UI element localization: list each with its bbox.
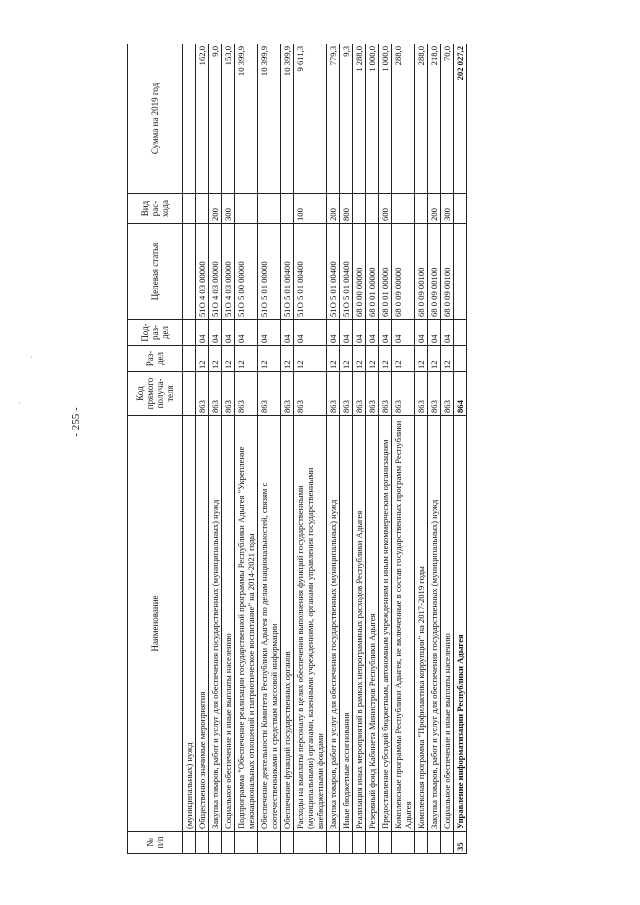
- cell-razdel: 12: [415, 346, 428, 372]
- cell-name: Закупка товаров, работ и услуг для обеспечения государственных (муниципальных) нужд: [209, 416, 222, 832]
- cell-code: 863: [327, 372, 340, 416]
- table-header-row: [128, 44, 183, 854]
- cell-sum: 9,0: [209, 44, 222, 194]
- cell-sum: 779,3: [327, 44, 340, 194]
- cell-sum: [183, 44, 196, 194]
- table-row: [366, 44, 379, 854]
- cell-vid: [235, 194, 258, 224]
- table-row: [327, 44, 340, 854]
- cell-sum: 9,3: [340, 44, 353, 194]
- cell-vid: 800: [340, 194, 353, 224]
- cell-sum: 10 399,9: [235, 44, 258, 194]
- cell-code: 863: [281, 372, 294, 416]
- cell-num: [428, 832, 441, 854]
- cell-name: Общественно значимые мероприятия: [196, 416, 209, 832]
- cell-razdel: 12: [392, 346, 415, 372]
- cell-num: [441, 832, 454, 854]
- cell-vid: 100: [294, 194, 327, 224]
- cell-podrazdel: 04: [379, 320, 392, 346]
- cell-code: 863: [209, 372, 222, 416]
- cell-num: [258, 832, 281, 854]
- cell-podrazdel: 04: [428, 320, 441, 346]
- budget-table: [127, 44, 467, 854]
- cell-code: 863: [415, 372, 428, 416]
- header-target: Целевая статья: [128, 224, 183, 320]
- header-sum: Сумма на 2019 год: [128, 44, 183, 194]
- cell-sum: 9 611,3: [294, 44, 327, 194]
- cell-podrazdel: 04: [294, 320, 327, 346]
- cell-target: 51О 5 01 00400: [281, 224, 294, 320]
- cell-num: [366, 832, 379, 854]
- cell-code: 863: [340, 372, 353, 416]
- cell-name: Социальное обеспечение и иные выплаты населению: [441, 416, 454, 832]
- table-row: [294, 44, 327, 854]
- cell-podrazdel: 04: [327, 320, 340, 346]
- cell-sum: 218,0: [428, 44, 441, 194]
- cell-num: [235, 832, 258, 854]
- cell-sum: 288,0: [415, 44, 428, 194]
- cell-vid: [454, 194, 467, 224]
- budget-table-container: [127, 44, 597, 854]
- cell-vid: 200: [209, 194, 222, 224]
- cell-sum: 153,0: [222, 44, 235, 194]
- cell-name: Комплексные программы Республики Адыгея, не включенные в состав государственных программ Республики Адыгея: [392, 416, 415, 832]
- cell-name: Расходы на выплаты персоналу в целях обеспечения выполнения функций государственными (муниципальными) органами, казенными учреждениями, органами управления государственными внебюджетными фондами: [294, 416, 327, 832]
- table-row: [235, 44, 258, 854]
- header-podrazdel: Под-раз-дел: [128, 320, 183, 346]
- cell-vid: [258, 194, 281, 224]
- cell-num: [209, 832, 222, 854]
- cell-target: 51О 4 03 00000: [209, 224, 222, 320]
- cell-target: 68 0 09 00100: [415, 224, 428, 320]
- cell-vid: [415, 194, 428, 224]
- rotated-table-area: [127, 44, 597, 854]
- cell-razdel: 12: [441, 346, 454, 372]
- cell-podrazdel: 04: [392, 320, 415, 346]
- cell-name: Реализация иных мероприятий в рамках непрограммных расходов Республики Адыгея: [353, 416, 366, 832]
- cell-code: 863: [366, 372, 379, 416]
- cell-vid: [353, 194, 366, 224]
- header-code: Код прямого получа-теля: [128, 372, 183, 416]
- cell-code: 863: [441, 372, 454, 416]
- cell-razdel: 12: [340, 346, 353, 372]
- cell-razdel: 12: [258, 346, 281, 372]
- cell-razdel: 12: [281, 346, 294, 372]
- table-row: [281, 44, 294, 854]
- cell-vid: [183, 194, 196, 224]
- cell-code: 863: [353, 372, 366, 416]
- cell-target: 68 0 09 00100: [441, 224, 454, 320]
- cell-target: 51О 4 03 00000: [222, 224, 235, 320]
- cell-num: [340, 832, 353, 854]
- table-row: [183, 44, 196, 854]
- cell-name: Обеспечение деятельности Комитета Республики Адыгея по делам национальностей, связям с соотечественниками и средствам массовой информации: [258, 416, 281, 832]
- cell-vid: 200: [327, 194, 340, 224]
- cell-code: 863: [196, 372, 209, 416]
- cell-razdel: 12: [327, 346, 340, 372]
- cell-sum: 10 399,9: [258, 44, 281, 194]
- cell-podrazdel: 04: [235, 320, 258, 346]
- table-row: [196, 44, 209, 854]
- page-number: - 255 -: [70, 407, 82, 437]
- cell-razdel: 12: [196, 346, 209, 372]
- cell-code: 863: [392, 372, 415, 416]
- cell-podrazdel: [454, 320, 467, 346]
- cell-name: Подпрограмма "Обеспечение реализации государственной программы Республики Адыгея "Укрепление межнациональных отношений и патриотическое воспитание" на 2014-2021 годы: [235, 416, 258, 832]
- cell-target: [183, 224, 196, 320]
- cell-code: 863: [294, 372, 327, 416]
- table-row: [258, 44, 281, 854]
- cell-vid: 300: [222, 194, 235, 224]
- cell-code: 863: [235, 372, 258, 416]
- cell-podrazdel: 04: [281, 320, 294, 346]
- cell-razdel: [183, 346, 196, 372]
- cell-vid: [366, 194, 379, 224]
- cell-sum: 1 288,0: [353, 44, 366, 194]
- cell-num: [183, 832, 196, 854]
- cell-code: 864: [454, 372, 467, 416]
- cell-code: 863: [428, 372, 441, 416]
- cell-podrazdel: 04: [209, 320, 222, 346]
- cell-num: [327, 832, 340, 854]
- table-row: [428, 44, 441, 854]
- table-row: [454, 44, 467, 854]
- cell-razdel: 12: [294, 346, 327, 372]
- cell-razdel: 12: [353, 346, 366, 372]
- cell-vid: 300: [441, 194, 454, 224]
- cell-num: 35: [454, 832, 467, 854]
- cell-sum: 1 000,0: [366, 44, 379, 194]
- cell-razdel: 12: [235, 346, 258, 372]
- cell-razdel: 12: [366, 346, 379, 372]
- cell-podrazdel: [183, 320, 196, 346]
- cell-podrazdel: 04: [415, 320, 428, 346]
- cell-name: Комплексная программа "Профилактика коррупции" на 2017-2019 годы: [415, 416, 428, 832]
- cell-podrazdel: 04: [196, 320, 209, 346]
- table-row: [441, 44, 454, 854]
- cell-name: Резервный фонд Кабинета Министров Республики Адыгея: [366, 416, 379, 832]
- cell-target: 68 0 01 00000: [366, 224, 379, 320]
- header-name: Наименование: [128, 416, 183, 832]
- cell-num: [294, 832, 327, 854]
- cell-name: Иные бюджетные ассигнования: [340, 416, 353, 832]
- cell-target: 51О 5 01 00400: [327, 224, 340, 320]
- cell-podrazdel: 04: [258, 320, 281, 346]
- header-vid: Вид рас-хода: [128, 194, 183, 224]
- table-row: [353, 44, 366, 854]
- cell-name: Управление информатизации Республики Адыгея: [454, 416, 467, 832]
- cell-razdel: 12: [209, 346, 222, 372]
- cell-code: [183, 372, 196, 416]
- cell-podrazdel: 04: [222, 320, 235, 346]
- cell-sum: 1 000,0: [379, 44, 392, 194]
- cell-razdel: 12: [428, 346, 441, 372]
- cell-podrazdel: 04: [353, 320, 366, 346]
- cell-razdel: 12: [379, 346, 392, 372]
- cell-name: (муниципальных) нужд: [183, 416, 196, 832]
- cell-target: 51О 5 00 00000: [235, 224, 258, 320]
- cell-num: [222, 832, 235, 854]
- table-row: [209, 44, 222, 854]
- cell-sum: 202 027,2: [454, 44, 467, 194]
- cell-num: [379, 832, 392, 854]
- cell-razdel: [454, 346, 467, 372]
- cell-name: Закупка товаров, работ и услуг для обеспечения государственных (муниципальных) нужд: [428, 416, 441, 832]
- cell-target: 68 0 00 00000: [353, 224, 366, 320]
- cell-sum: 10 399,9: [281, 44, 294, 194]
- cell-num: [392, 832, 415, 854]
- cell-name: Обеспечение функций государственных органов: [281, 416, 294, 832]
- cell-vid: [196, 194, 209, 224]
- scan-speck: ·: [30, 352, 33, 362]
- cell-num: [353, 832, 366, 854]
- cell-sum: 162,0: [196, 44, 209, 194]
- cell-sum: 288,0: [392, 44, 415, 194]
- header-razdel: Раз-дел: [128, 346, 183, 372]
- table-row: [340, 44, 353, 854]
- cell-target: 51О 5 01 00000: [258, 224, 281, 320]
- cell-target: 51О 4 03 00000: [196, 224, 209, 320]
- cell-podrazdel: 04: [441, 320, 454, 346]
- scan-speck: ·: [18, 398, 21, 408]
- cell-podrazdel: 04: [366, 320, 379, 346]
- table-row: [415, 44, 428, 854]
- table-row: [392, 44, 415, 854]
- cell-num: [281, 832, 294, 854]
- table-row: [379, 44, 392, 854]
- cell-target: 51О 5 01 00400: [294, 224, 327, 320]
- cell-target: 68 0 09 00000: [392, 224, 415, 320]
- cell-vid: 600: [379, 194, 392, 224]
- cell-code: 863: [258, 372, 281, 416]
- cell-vid: 200: [428, 194, 441, 224]
- cell-code: 863: [379, 372, 392, 416]
- cell-target: 68 0 09 00100: [428, 224, 441, 320]
- cell-name: Предоставление субсидий бюджетным, автономным учреждениям и иным некоммерческим организациям: [379, 416, 392, 832]
- cell-podrazdel: 04: [340, 320, 353, 346]
- cell-name: Социальное обеспечение и иные выплаты населению: [222, 416, 235, 832]
- cell-target: 51О 5 01 00400: [340, 224, 353, 320]
- cell-code: 863: [222, 372, 235, 416]
- cell-target: 68 0 01 00000: [379, 224, 392, 320]
- table-row: [222, 44, 235, 854]
- cell-target: [454, 224, 467, 320]
- cell-vid: [281, 194, 294, 224]
- cell-razdel: 12: [222, 346, 235, 372]
- header-num: № п/п: [128, 832, 183, 854]
- cell-num: [196, 832, 209, 854]
- cell-vid: [392, 194, 415, 224]
- table-body: [183, 44, 467, 854]
- cell-num: [415, 832, 428, 854]
- cell-name: Закупка товаров, работ и услуг для обеспечения государственных (муниципальных) нужд: [327, 416, 340, 832]
- cell-sum: 70,0: [441, 44, 454, 194]
